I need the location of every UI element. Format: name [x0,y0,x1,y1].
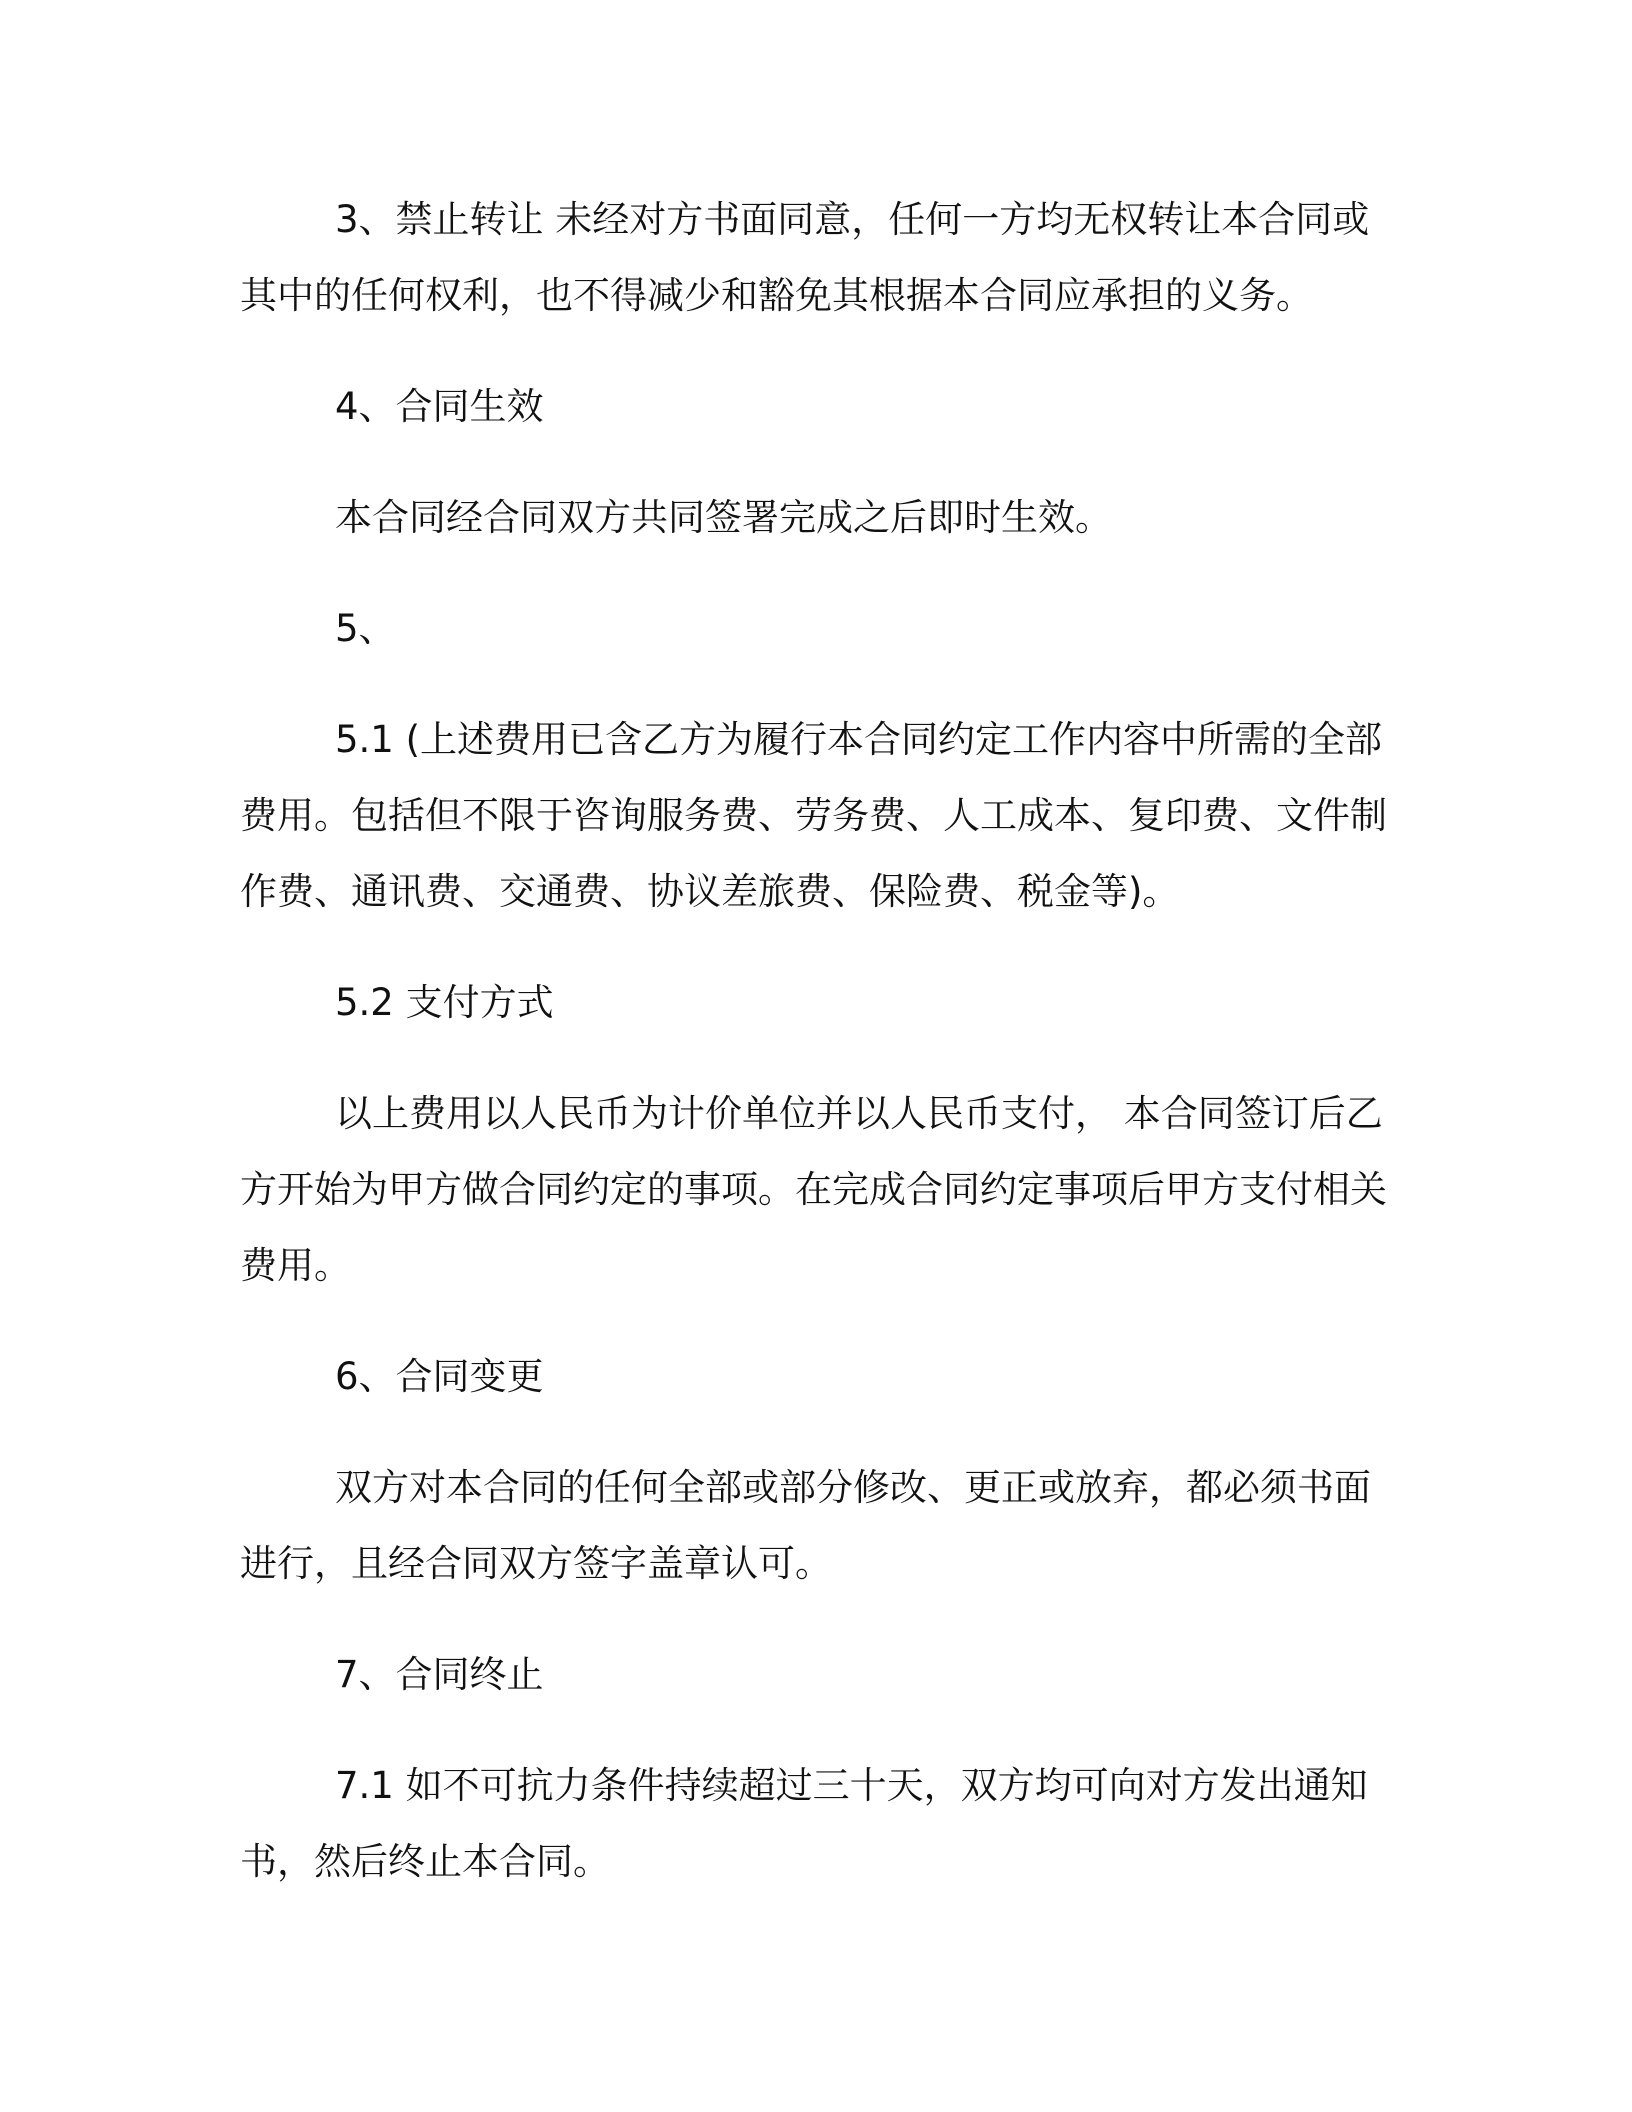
clause-6-heading: 6、合同变更 [335,1355,544,1398]
clause-5-heading: 5、 [335,607,396,650]
document-body [240,182,1390,1935]
clause-6-text: 双方对本合同的任何全部或部分修改、更正或放弃，都必须书面进行，且经合同双方签字盖章认可。 [240,1466,1371,1585]
clause-7-1-text: 7.1 如不可抗力条件持续超过三十天，双方均可向对方发出通知书，然后终止本合同。 [240,1764,1368,1883]
clause-5-1-text: 5.1 (上述费用已含乙方为履行本合同约定工作内容中所需的全部费用。包括但不限于咨询服务费、劳务费、人工成本、复印费、文件制作费、通讯费、交通费、协议差旅费、保险费、税金等)。 [240,718,1387,913]
clause-5-2-heading: 5.2 支付方式 [335,981,554,1024]
clause-4-text: 本合同经合同双方共同签署完成之后即时生效。 [335,496,1112,539]
clause-5-2-text: 以上费用以人民币为计价单位并以人民币支付， 本合同签订后乙方开始为甲方做合同约定的事项。在完成合同约定事项后甲方支付相关费用。 [240,1092,1387,1287]
clause-4-heading: 4、合同生效 [335,385,544,428]
clause-3-transfer-prohibition: 3、禁止转让 未经对方书面同意，任何一方均无权转让本合同或其中的任何权利，也不得减少和豁免其根据本合同应承担的义务。 [240,198,1370,317]
clause-7-heading: 7、合同终止 [335,1653,544,1696]
